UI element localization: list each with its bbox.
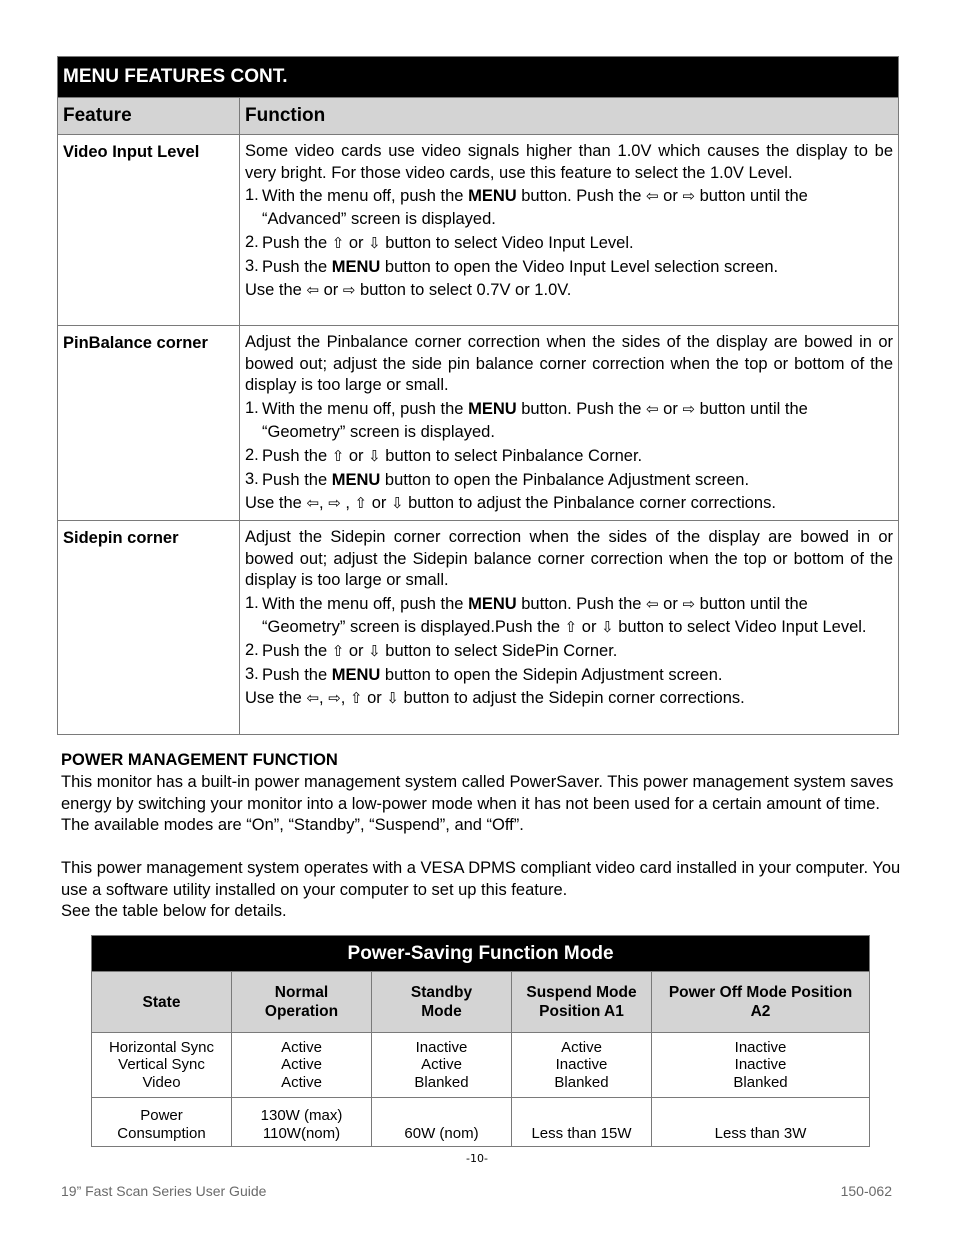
menu-table-title: MENU FEATURES CONT.: [58, 57, 899, 98]
table-row: [58, 521, 899, 735]
menu-keyword: MENU: [468, 594, 517, 613]
step-number: 2.: [245, 640, 259, 659]
feature-intro: Adjust the Sidepin corner correction when the sides of the display are bowed in or bowed out; adjust the Sidepin balance corner correction when the top or bottom of the display is too large or small.: [245, 528, 894, 589]
step-item: 1. With the menu off, push the MENU button. Push the ⇦ or ⇨ button until the “Geometry” screen is displayed.: [245, 398, 893, 444]
up-arrow-icon: ⇧: [354, 493, 368, 512]
feature-description: [240, 135, 899, 326]
down-arrow-icon: ⇩: [386, 688, 399, 707]
table-cell: Inactive Active Blanked: [372, 1033, 512, 1098]
suspend-mode-header: Suspend Mode Position A1: [512, 972, 652, 1033]
up-arrow-icon: ⇧: [349, 688, 363, 707]
normal-operation-header: Normal Operation: [232, 972, 372, 1033]
step-number: 2.: [245, 445, 259, 464]
feature-intro: Some video cards use video signals higher than 1.0V which causes the display to be very bright. For those video cards, use this feature to select the 1.0V Level.: [245, 142, 894, 182]
table-cell: Less than 15W: [512, 1098, 652, 1147]
up-arrow-icon: ⇧: [564, 617, 578, 636]
menu-keyword: MENU: [468, 399, 517, 418]
down-arrow-icon: ⇩: [390, 493, 404, 512]
left-arrow-icon: ⇦: [646, 187, 659, 205]
table-cell: 130W (max) 110W(nom): [232, 1098, 372, 1147]
standby-mode-header: Standby Mode: [372, 972, 512, 1033]
right-arrow-icon: ⇨: [682, 594, 696, 613]
left-arrow-icon: ⇦: [646, 399, 659, 418]
menu-features-table: [57, 56, 899, 735]
step-item: 2. Push the ⇧ or ⇩ button to select SidePin Corner.: [245, 640, 893, 663]
down-arrow-icon: ⇩: [368, 641, 381, 660]
left-arrow-icon: ⇦: [306, 281, 320, 299]
power-management-paragraph: This monitor has a built-in power management system called PowerSaver. This power management system saves energy by switching your monitor into a low-power mode when it has not been used for a certain amount of time. The available modes are “On”, “Standby”, “Suspend”, and “Off”.: [61, 773, 894, 834]
up-arrow-icon: ⇧: [331, 446, 345, 465]
down-arrow-icon: ⇩: [601, 617, 614, 636]
table-row: [58, 135, 899, 326]
right-arrow-icon: ⇨: [342, 281, 356, 299]
feature-intro: Adjust the Pinbalance corner correction when the sides of the display are bowed in or bowed out; adjust the side pin balance corner correction when the top or bottom of the display is too large or small.: [245, 333, 894, 394]
right-arrow-icon: ⇨: [682, 187, 696, 205]
power-management-paragraph: See the table below for details.: [61, 902, 287, 920]
right-arrow-icon: ⇨: [682, 399, 696, 418]
right-arrow-icon: ⇨: [328, 493, 341, 512]
table-row: [92, 1033, 870, 1098]
page-number: -10-: [466, 1152, 488, 1165]
up-arrow-icon: ⇧: [331, 641, 345, 660]
step-number: 3.: [245, 469, 259, 488]
table-cell: Inactive Inactive Blanked: [652, 1033, 870, 1098]
feature-description: [240, 326, 899, 521]
footer-document-number: 150-062: [840, 1183, 892, 1199]
table-row: [92, 1098, 870, 1147]
feature-description: [240, 521, 899, 735]
table-cell: Less than 3W: [652, 1098, 870, 1147]
right-arrow-icon: ⇨: [328, 688, 341, 707]
power-management-paragraph: This power management system operates with a VESA DPMS compliant video card installed in your computer. You use a software utility installed on your computer to set up this feature.: [61, 859, 901, 899]
state-header: State: [92, 972, 232, 1033]
power-table-title: Power-Saving Function Mode: [92, 936, 870, 972]
power-table-header-row: [92, 972, 870, 1033]
power-off-mode-header: Power Off Mode Position A2: [652, 972, 870, 1033]
step-item: 2. Push the ⇧ or ⇩ button to select Pinbalance Corner.: [245, 445, 893, 468]
function-column-header: Function: [240, 98, 899, 135]
step-item: 3. Push the MENU button to open the Video Input Level selection screen.: [245, 256, 893, 279]
power-saving-table: [91, 935, 870, 1147]
table-cell: Active Active Active: [232, 1033, 372, 1098]
up-arrow-icon: ⇧: [331, 234, 345, 252]
table-cell: Power Consumption: [92, 1098, 232, 1147]
step-number: 2.: [245, 233, 259, 251]
menu-keyword: MENU: [331, 665, 381, 684]
step-number: 1.: [245, 593, 259, 612]
table-row: [58, 326, 899, 521]
step-item: 1. With the menu off, push the MENU button. Push the ⇦ or ⇨ button until the “Advanced” screen is displayed.: [245, 185, 893, 231]
feature-name: PinBalance corner: [58, 326, 240, 521]
step-number: 3.: [245, 664, 259, 683]
menu-keyword: MENU: [331, 258, 381, 276]
feature-name: Sidepin corner: [58, 521, 240, 735]
menu-keyword: MENU: [468, 187, 517, 205]
step-number: 1.: [245, 186, 259, 204]
usage-note: Use the ⇦, ⇨, ⇧ or ⇩ button to adjust the Sidepin corner corrections.: [245, 688, 745, 707]
left-arrow-icon: ⇦: [306, 493, 320, 512]
step-item: 3. Push the MENU button to open the Sidepin Adjustment screen.: [245, 664, 893, 687]
step-number: 3.: [245, 257, 259, 275]
table-cell: Horizontal Sync Vertical Sync Video: [92, 1033, 232, 1098]
feature-name: Video Input Level: [58, 135, 240, 326]
step-item: 3. Push the MENU button to open the Pinbalance Adjustment screen.: [245, 469, 893, 492]
left-arrow-icon: ⇦: [306, 688, 320, 707]
left-arrow-icon: ⇦: [646, 594, 659, 613]
step-item: 1. With the menu off, push the MENU button. Push the ⇦ or ⇨ button until the “Geometry” screen is displayed.Push the ⇧ or ⇩ button to select Video Input Level.: [245, 593, 893, 639]
table-cell: Active Inactive Blanked: [512, 1033, 652, 1098]
down-arrow-icon: ⇩: [368, 234, 381, 252]
step-number: 1.: [245, 398, 259, 417]
power-management-heading: POWER MANAGEMENT FUNCTION: [61, 751, 338, 769]
down-arrow-icon: ⇩: [368, 446, 381, 465]
usage-note: Use the ⇦, ⇨ , ⇧ or ⇩ button to adjust the Pinbalance corner corrections.: [245, 493, 776, 512]
footer-guide-title: 19” Fast Scan Series User Guide: [61, 1183, 267, 1199]
table-cell: 60W (nom): [372, 1098, 512, 1147]
step-item: 2. Push the ⇧ or ⇩ button to select Video Input Level.: [245, 232, 893, 255]
feature-column-header: Feature: [58, 98, 240, 135]
menu-keyword: MENU: [331, 470, 381, 489]
usage-note: Use the ⇦ or ⇨ button to select 0.7V or 1.0V.: [245, 281, 572, 299]
